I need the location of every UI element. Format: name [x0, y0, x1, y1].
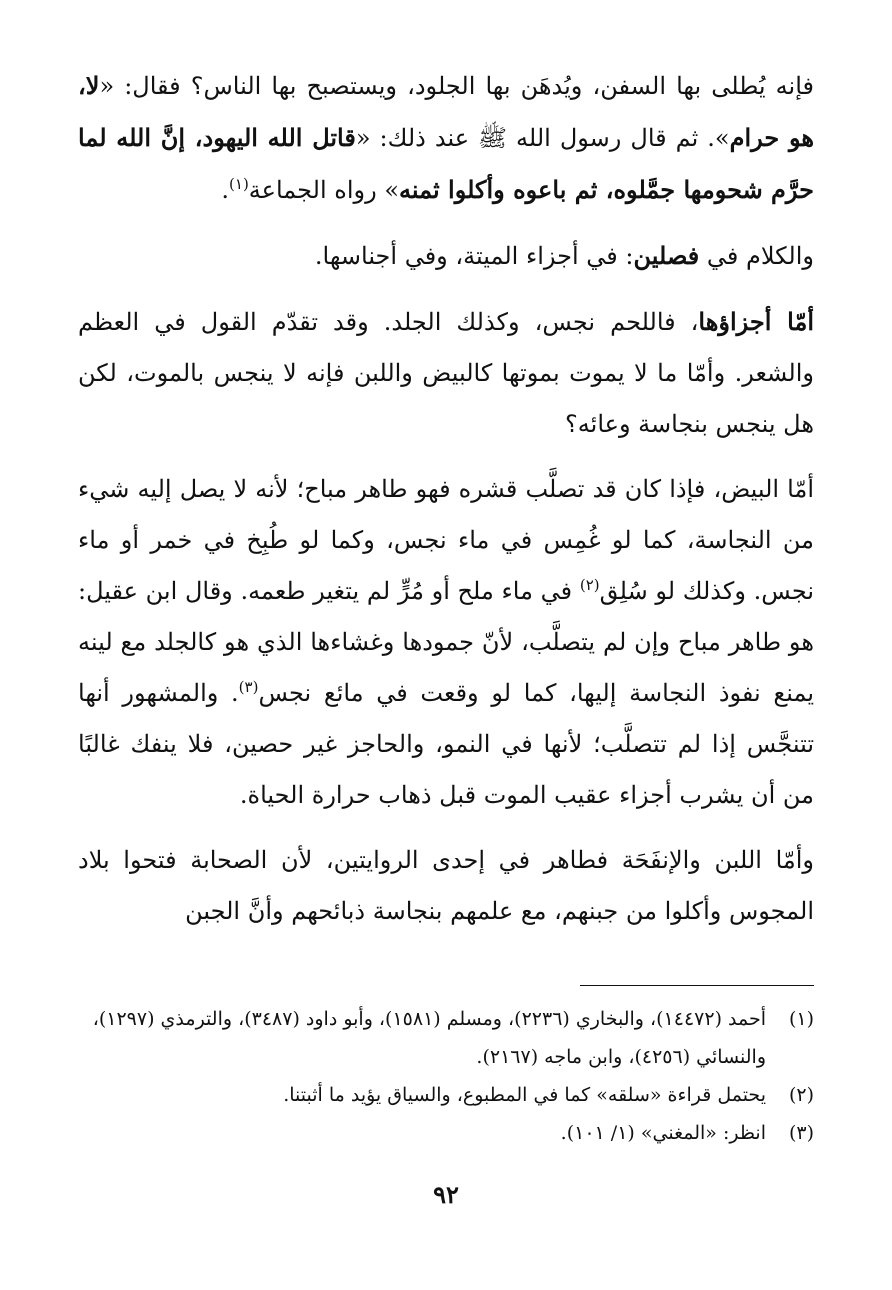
section-heading: أمّا أجزاؤها — [698, 307, 814, 336]
footnote-divider — [580, 985, 814, 986]
footnote-text: يحتمل قراءة «سلقه» كما في المطبوع، والسياق يؤيد ما أثبتنا. — [283, 1084, 766, 1106]
footnote-number: (١) — [788, 1008, 814, 1030]
text-run: . — [221, 176, 230, 204]
text-run: » رواه الجماعة — [248, 176, 400, 204]
text-run: والكلام في — [699, 242, 814, 270]
footnote-ref-1: (١) — [229, 175, 249, 193]
footnote-ref-3: (٣) — [238, 678, 259, 696]
footnote-number: (٣) — [788, 1122, 814, 1144]
footnote-number: (٢) — [788, 1084, 814, 1106]
paragraph-3 — [78, 296, 814, 450]
paragraph-1 — [78, 60, 814, 216]
bold-text: فصلين — [633, 241, 700, 270]
page-number: ٩٢ — [433, 1180, 459, 1209]
paragraph-4 — [78, 464, 814, 821]
footnote-ref-2: (٢) — [579, 576, 600, 594]
main-text — [78, 60, 814, 937]
hadith-quote: قاتل الله اليهود، إنَّ الله لما حرَّم شحومها جمَّلوه، ثم باعوه وأكلوا ثمنه — [78, 123, 814, 204]
footnote-3 — [78, 1114, 814, 1152]
text-run: أمّا البيض، فإذا كان قد تصلَّب قشره فهو طاهر مباح؛ لأنه لا يصل إليه شيء من النجاسة، كما لو غُمِس في ماء نجس، وكما لو طُبِخ في خمر أو ماء نجس. وكذلك لو سُلِق — [78, 475, 814, 605]
footnote-1 — [78, 1000, 814, 1076]
text-run: ». ثم قال رسول الله ﷺ عند ذلك: « — [355, 124, 730, 152]
text-run: وأمّا اللبن والإنفَحَة فطاهر في إحدى الروايتين، لأن الصحابة فتحوا بلاد المجوس وأكلوا من جبنهم، مع علمهم بنجاسة ذبائحهم وأنَّ الجبن — [78, 846, 814, 925]
footnote-2 — [78, 1076, 814, 1114]
footnote-text: انظر: «المغني» (١/ ١٠١). — [560, 1122, 766, 1144]
footnotes — [78, 1000, 814, 1152]
paragraph-2 — [78, 230, 814, 282]
footnote-text: أحمد (١٤٤٧٢)، والبخاري (٢٢٣٦)، ومسلم (١٥٨١)، وأبو داود (٣٤٨٧)، والترمذي (١٢٩٧)، والنسائي (٤٢٥٦)، وابن ماجه (٢١٦٧). — [92, 1008, 766, 1068]
text-run: فإنه يُطلى بها السفن، ويُدهَن بها الجلود، ويستصبح بها الناس؟ فقال: « — [99, 72, 814, 100]
paragraph-5 — [78, 835, 814, 937]
text-run: ، فاللحم نجس، وكذلك الجلد. وقد تقدّم القول في العظم والشعر. وأمّا ما لا يموت بموتها كالبيض واللبن فإنه لا ينجس بالموت، لكن هل ينجس بنجاسة وعائه؟ — [78, 308, 814, 438]
bold-text: لا، هو حرام — [78, 71, 814, 152]
text-run: . والمشهور أنها تتنجَّس إذا لم تتصلَّب؛ لأنها في النمو، والحاجز غير حصين، فلا ينفك غالبًا من أن يشرب أجزاء عقيب الموت قبل ذهاب حرارة الحياة. — [78, 679, 814, 809]
text-run: : في أجزاء الميتة، وفي أجناسها. — [314, 242, 634, 270]
text-run: في ماء ملح أو مُرٍّ لم يتغير طعمه. وقال ابن عقيل: هو طاهر مباح وإن لم يتصلَّب، لأنّ جمودها وغشاءها الذي هو كالجلد مع لينه يمنع نفوذ النجاسة إليها، كما لو وقعت في مائع نجس — [78, 577, 815, 707]
